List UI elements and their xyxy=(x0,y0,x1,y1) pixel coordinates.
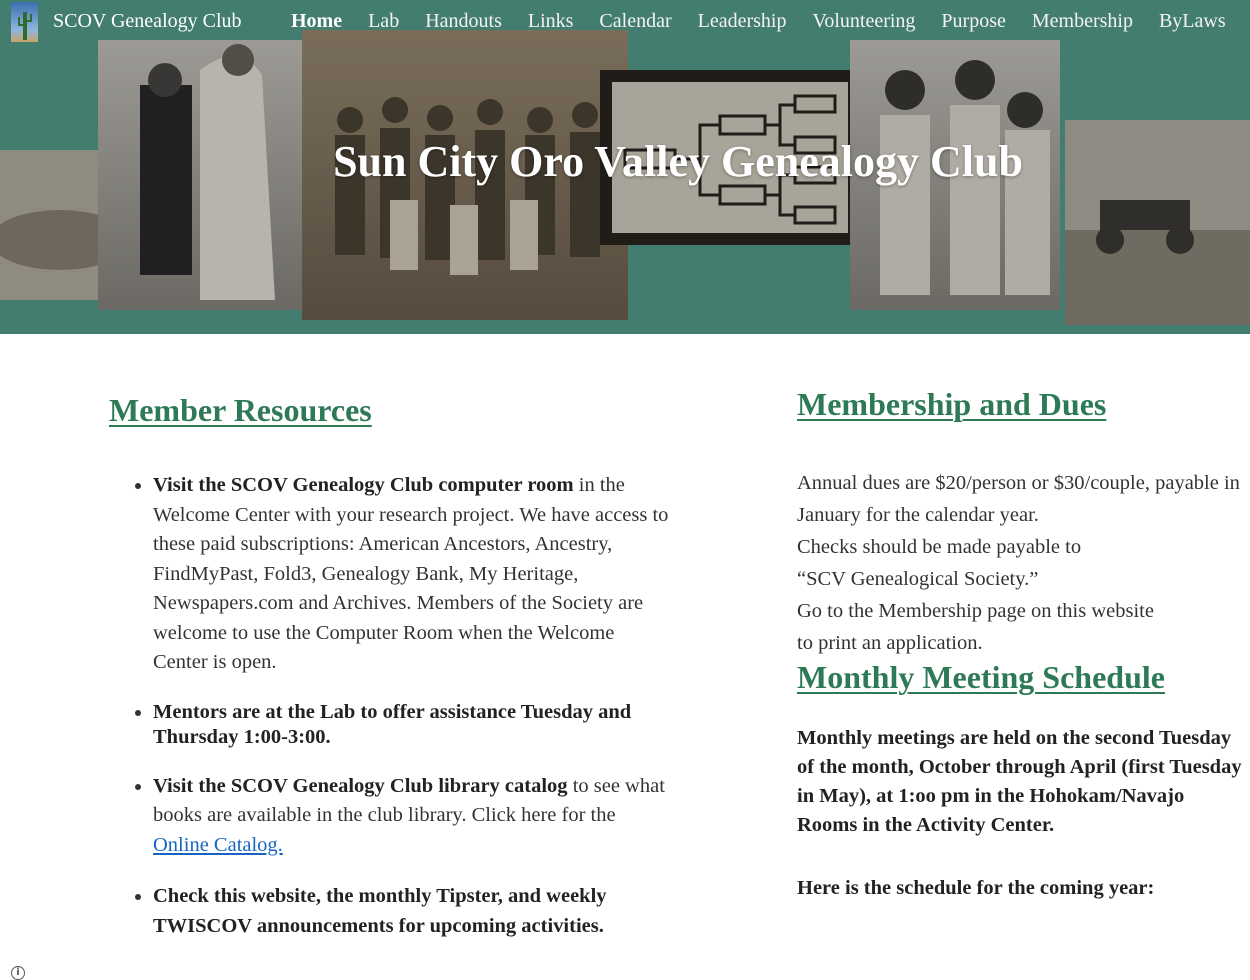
site-name-link[interactable]: SCOV Genealogy Club xyxy=(53,10,242,32)
membership-dues-heading: Membership and Dues xyxy=(797,386,1107,422)
member-resources-heading: Member Resources xyxy=(109,392,372,428)
list-item xyxy=(153,700,669,750)
nav-volunteering[interactable]: Volunteering xyxy=(812,10,916,32)
society-name-text: “SCV Genealogical Society.” xyxy=(797,568,1039,590)
computer-room-text: in the Welcome Center with your research project. We have access to these paid subscriptions: American Ancestors, Ancestry, FindMyPast, Fold3, Genealogy Bank, My Heritage, Newspapers.com and Archives. Members of the Society are welcome to use the Computer Room when the Welcome Center is open. xyxy=(153,474,669,673)
nav-home[interactable]: Home xyxy=(291,10,343,32)
computer-room-bold: Visit the SCOV Genealogy Club computer room xyxy=(153,474,574,496)
nav-leadership[interactable]: Leadership xyxy=(697,10,787,32)
nav-membership[interactable]: Membership xyxy=(1031,10,1133,32)
monthly-meeting-heading: Monthly Meeting Schedule xyxy=(797,659,1165,695)
membership-page-text: Go to the Membership page on this website xyxy=(797,600,1154,622)
list-item xyxy=(153,882,669,941)
membership-section xyxy=(797,386,1242,900)
online-catalog-link[interactable]: Online Catalog. xyxy=(153,833,283,856)
page-title: Sun City Oro Valley Genealogy Club xyxy=(333,137,1023,186)
membership-dues-text xyxy=(797,467,1242,659)
list-item xyxy=(153,772,669,861)
list-item xyxy=(153,471,669,678)
checks-payable-text: Checks should be made payable to xyxy=(797,536,1082,558)
nav-bylaws[interactable]: ByLaws xyxy=(1158,10,1226,32)
resources-list xyxy=(109,471,669,941)
nav-lab[interactable]: Lab xyxy=(368,10,400,32)
library-catalog-bold: Visit the SCOV Genealogy Club library catalog xyxy=(153,774,568,797)
nav-purpose[interactable]: Purpose xyxy=(941,10,1006,32)
nav-links[interactable]: Links xyxy=(527,10,574,32)
hero-banner xyxy=(0,0,1250,334)
nav-calendar[interactable]: Calendar xyxy=(599,10,672,32)
saguaro-logo-icon[interactable] xyxy=(11,2,38,42)
nav-handouts[interactable]: Handouts xyxy=(425,10,502,32)
member-resources-section xyxy=(109,392,669,963)
top-navigation-bar xyxy=(0,0,1250,44)
dues-amount-text: Annual dues are $20/person or $30/couple, payable in January for the calendar year. xyxy=(797,472,1240,526)
schedule-intro-text: Here is the schedule for the coming year: xyxy=(797,877,1155,899)
mentors-text: Mentors are at the Lab to offer assistance Tuesday and Thursday 1:00-3:00. xyxy=(153,700,632,748)
main-nav xyxy=(291,10,1250,33)
library-catalog-text: to see what books are available in the club library. Click here for the xyxy=(153,774,665,826)
info-icon[interactable]: i xyxy=(11,966,25,980)
check-website-text: Check this website, the monthly Tipster, and weekly TWISCOV announcements for upcoming activities. xyxy=(153,885,607,937)
print-application-text: to print an application. xyxy=(797,632,983,654)
meeting-details-text: Monthly meetings are held on the second Tuesday of the month, October through April (first Tuesday in May), at 1:oo pm in the Hohokam/Navajo Rooms in the Activity Center. xyxy=(797,727,1242,836)
